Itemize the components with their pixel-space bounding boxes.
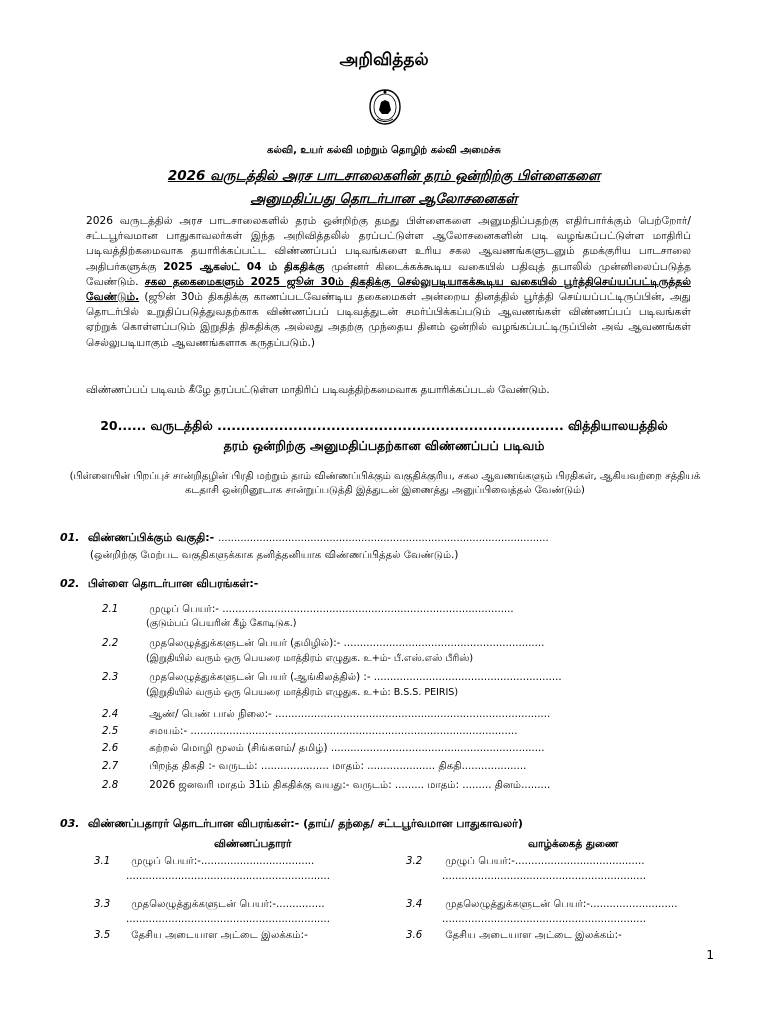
deadline-bold: 2025 ஆகஸ்ட் 04 ம் திகதிக்கு [163,260,325,273]
item-number: 2.8 [102,780,119,791]
government-emblem-logo [368,88,402,126]
item-number: 3.4 [406,899,423,910]
item-label: முதலெழுத்துக்களுடன் பெயர் (தமிழில்):- [149,638,341,649]
item-2-1-hint: (குடும்பப் பெயரின் கீழ் கோடிடுக.) [146,618,297,629]
item-number: 2.6 [102,743,119,754]
spouse-initials-name-field[interactable]: முதலெழுத்துக்களுடன் பெயர்:-........................... [445,899,678,910]
item-number: 2.3 [102,672,119,683]
item-2-6 [102,742,545,755]
item-3-3 [94,898,325,911]
item-number: 2.4 [102,709,119,720]
item-label: சமயம்:- [149,726,188,737]
item-2-3 [102,671,562,684]
para-text-1: 2026 வருடத்தில் அரச பாடசாலைகளில் தரம் ஒன்றிற்கு தமது பிள்ளைகளை அனுமதிப்பதற்கு எதிர்பார்க்கும் பெற்றோர்/ சட்டபூர்வமான பாதுகாவலர்கள் இந்த அறிவித்தலில் தரப்பட்டுள்ள ஆலோசனைகளின் படி வழங்கப்பட்டுள்ள மாதிரிப் படிவத்திற்கமைவாக தயாரிக்கப்பட்ட விண்ணப்பப் படிவங்களை உரிய சகல ஆவணங்களுடனும் தமக்குரிய பாடசாலை அதிபர்களுக்கு [86,215,691,273]
item-2-2 [102,637,544,650]
section-02-number: 02. [60,577,80,590]
page-number: 1 [706,948,714,962]
item-3-4 [406,898,677,911]
applicant-full-name-field[interactable]: முழுப் பெயர்:-................................... [131,856,315,867]
item-2-5 [102,725,517,738]
attachment-note: (பிள்ளையின் பிறப்புச் சான்றிதழின் பிரதி மற்றும் தாம் விண்ணப்பிக்கும் வகுதிக்குரிய, சகல ஆவணங்களும் பிரதிகள், ஆகியவற்றை சத்தியக் கடதாசி ஒன்றினூடாக சான்றுப்படுத்தி இத்துடன் இணைத்து அனுப்பிவைத்தல் வேண்டும்) [69,471,701,496]
item-field[interactable]: .............................................................. [343,638,545,649]
item-field[interactable]: .......................................................................................... [222,604,514,615]
age-fields[interactable]: 2026 ஜனவரி மாதம் 31ம் திகதிக்கு வயது:- வருடம்: ......... மாதம்: ......... தினம்......... [149,780,551,791]
section-02 [60,577,258,592]
section-03 [60,817,523,832]
item-number: 2.5 [102,726,119,737]
item-number: 3.6 [406,930,423,941]
instructions-paragraph [86,214,691,351]
item-number: 3.5 [94,930,111,941]
spouse-nic-field[interactable]: தேசிய அடையாள அட்டை இலக்கம்:- [445,930,622,941]
item-3-5 [94,929,308,942]
item-2-3-hint: (இறுதியில் வரும் ஒரு பெயரை மாத்திரம் எழுதுக. உ+ம்: B.S.S. PEIRIS) [146,687,459,698]
item-number: 2.7 [102,761,119,772]
item-number: 3.3 [94,899,111,910]
para-text-2: முன்னர் கிடைக்கக்கூடிய வகையில் பதிவுத் தபாலில் முன்னிலைப்படுத்த வேண்டும். [86,260,692,288]
item-label: முதலெழுத்துக்களுடன் பெயர் (ஆங்கிலத்தில்) :- [149,672,371,683]
heading-line-1: 2026 வருடத்தில் அரச பாடசாலைகளின் தரம் ஒன்றிற்கு பிள்ளைகளை [167,168,601,184]
column-spouse: வாழ்க்கைத் துணை [528,838,619,850]
section-01-field[interactable]: ........................................................................................................ [218,533,549,544]
item-field[interactable]: .......................................................... [373,672,562,683]
section-01-hint: (ஒன்றிற்கு மேற்பட வகுதிகளுக்காக தனித்தனியாக விண்ணப்பித்தல் வேண்டும்.) [90,550,459,561]
para-text-3: (ஜூன் 30ம் திகதிக்கு காணப்படவேண்டிய தகைமைகள் அன்றைய தினத்தில் பூர்த்தி செய்யப்பட்டிருப்பின், அது தொடர்பில் உறுதிப்படுத்துவதற்காக விண்ணப்பப் படிவத்துடன் சமர்ப்பிக்கப்படும் ஆவணங்கள் விண்ணப்பப் படிவங்கள் ஏற்றுக் கொள்ளப்படும் இறுதித் திகதிக்கு அல்லது அதற்கு முந்தைய தினம் ஒன்றில் வழங்கப்பட்டிருப்பின் அவ் ஆவணங்கள் செல்லுபடியாகும் ஆவணங்களாக கருதப்படும்.) [86,291,691,349]
form-note-line: விண்ணப்பப் படிவம் கீழே தரப்பட்டுள்ள மாதிரிப் படிவத்திற்கமைவாக தயாரிக்கப்படல் வேண்டும். [86,384,550,396]
item-3-2-cont[interactable]: ............................................................... [442,871,647,882]
form-heading-line-2: தரம் ஒன்றிற்கு அனுமதிப்பதற்கான விண்ணப்பப் படிவம் [223,438,545,453]
ministry-name: கல்வி, உயர் கல்வி மற்றும் தொழிற் கல்வி அமைச்சு [267,145,501,156]
item-field[interactable]: .................................................................. [330,743,545,754]
item-3-1 [94,855,314,868]
spouse-full-name-field[interactable]: முழுப் பெயர்:-........................................ [445,856,645,867]
section-02-label: பிள்ளை தொடர்பான விபரங்கள்:- [87,577,259,590]
item-2-4 [102,708,550,721]
birthdate-fields[interactable]: பிறந்த திகதி :- வருடம்: ..................... மாதம்: ..................... திகதி.................... [149,761,527,772]
item-field[interactable]: ..................................................................................................... [190,726,518,737]
form-heading-line-1: 20...... வருடத்தில் ......................................................................... வித்தியாலயத்தில் [100,418,668,433]
item-label: ஆண்/ பெண் பால் நிலை:- [149,709,272,720]
item-2-8 [102,779,550,792]
item-label: முழுப் பெயர்:- [149,604,219,615]
item-label: கற்றல் மொழி மூலம் (சிங்களம்/ தமிழ்) [149,743,328,754]
section-01-label: விண்ணப்பிக்கும் வகுதி:- [87,531,215,544]
section-03-label: விண்ணப்பதாரர் தொடர்பான விபரங்கள்:- (தாய்/ தந்தை/ சட்டபூர்வமான பாதுகாவலர்) [87,817,523,830]
item-number: 2.2 [102,638,119,649]
qualification-bold: சகல தகைமைகளும் 2025 ஜூன் 30ம் திகதிக்கு செல்லுபடியாகக்கூடிய வகையில் பூர்த்திசெய்யப்பட்டிருத்தல் வேண்டும். [86,275,691,304]
item-3-6 [406,929,622,942]
section-01-number: 01. [60,531,80,544]
item-field[interactable]: ..................................................................................... [274,709,551,720]
item-3-2 [406,855,644,868]
section-03-number: 03. [60,817,80,830]
item-2-2-hint: (இறுதியில் வரும் ஒரு பெயரை மாத்திரம் எழுதுக. உ+ம்- பீ.எஸ்.எஸ் பீரிஸ்) [146,653,474,664]
item-number: 3.1 [94,856,111,867]
item-number: 3.2 [406,856,423,867]
item-2-7 [102,760,526,773]
item-3-3-cont[interactable]: ............................................................... [126,914,331,925]
item-3-1-cont[interactable]: ............................................................... [126,871,331,882]
applicant-initials-name-field[interactable]: முதலெழுத்துக்களுடன் பெயர்:-............... [131,899,325,910]
section-01 [60,531,549,546]
page-title: அறிவித்தல் [339,50,429,70]
item-3-4-cont[interactable]: ............................................................... [442,914,647,925]
column-applicant: விண்ணப்பதாரர் [214,838,292,850]
item-2-1 [102,603,514,616]
applicant-nic-field[interactable]: தேசிய அடையாள அட்டை இலக்கம்:- [131,930,308,941]
heading-line-2: அனுமதிப்பது தொடர்பான ஆலோசனைகள் [250,191,518,207]
item-number: 2.1 [102,604,119,615]
